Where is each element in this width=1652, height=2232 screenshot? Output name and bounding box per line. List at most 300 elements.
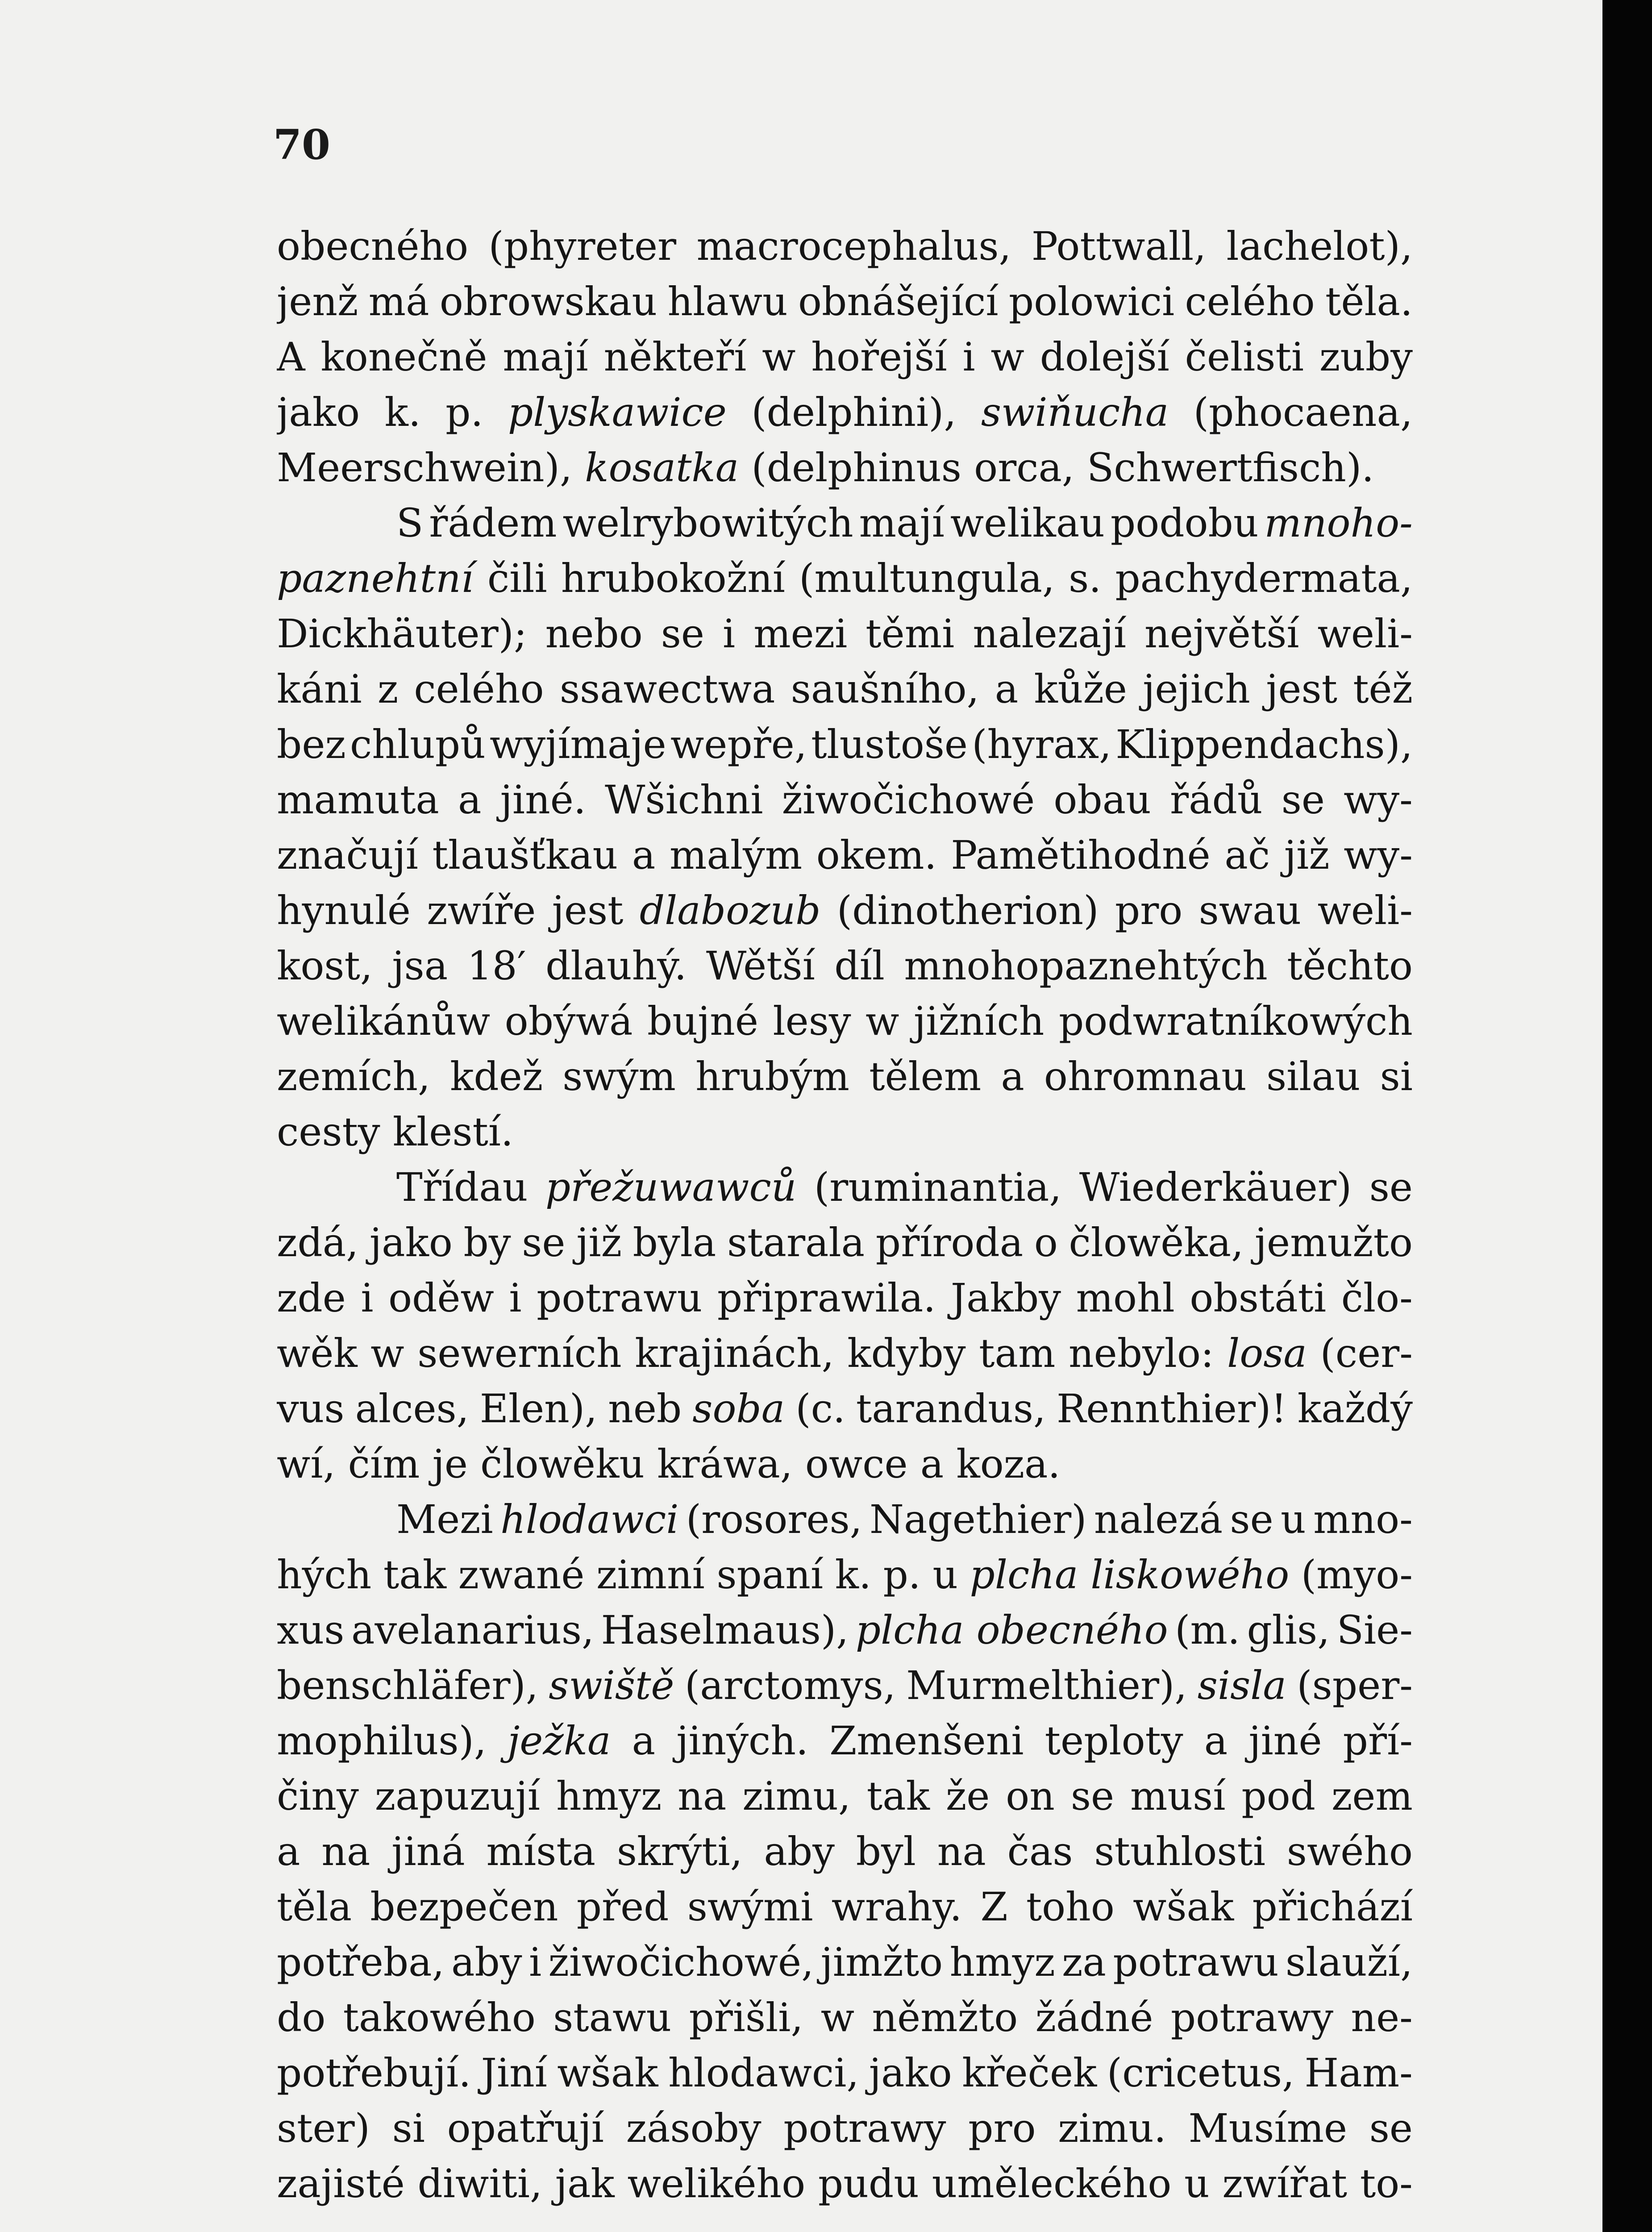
word: k.	[384, 389, 421, 435]
word: Murmelthier),	[906, 1662, 1187, 1708]
word: čím	[348, 1441, 420, 1487]
word: celého	[1185, 279, 1315, 325]
text-run: mophilus),	[277, 1718, 487, 1764]
text-line	[277, 1492, 1413, 1547]
word: k.	[835, 1552, 871, 1598]
text-line	[277, 496, 1413, 551]
word: tělem	[869, 1054, 982, 1099]
word: již	[1284, 832, 1330, 878]
word: Wiederkäuer)	[1079, 1164, 1352, 1210]
word: 18′	[467, 943, 526, 989]
word: u	[932, 1552, 958, 1598]
word: lesy	[773, 998, 851, 1044]
word: swau	[1198, 887, 1302, 933]
word: do	[277, 1995, 326, 2040]
word: zdá,	[277, 1220, 359, 1266]
word: wrahy.	[831, 1884, 962, 1930]
word: nalezá	[1094, 1496, 1223, 1542]
word: dolejší	[1040, 334, 1169, 380]
word: pudu	[818, 2161, 919, 2207]
word: Pamětihodné	[951, 832, 1211, 878]
word: zwíře	[427, 887, 536, 933]
word: ne-	[1351, 1995, 1413, 2040]
word: se	[661, 611, 705, 657]
word: toho	[1026, 1884, 1115, 1930]
word: obecného	[277, 223, 469, 269]
word: již	[576, 1220, 622, 1266]
word: každý	[1297, 1386, 1413, 1432]
word: pro	[1115, 887, 1183, 933]
text-line	[277, 662, 1413, 717]
word: káni	[277, 666, 362, 712]
word: jako	[869, 2050, 952, 2096]
word: u	[1184, 2161, 1210, 2207]
page-number: 70	[273, 121, 331, 169]
word: Haselmaus),	[601, 1607, 849, 1653]
word: wy-	[1344, 777, 1413, 823]
italic-term: soba	[692, 1386, 785, 1432]
word: mezi	[753, 611, 848, 657]
word: řádů	[1170, 777, 1263, 823]
word: Zmenšeni	[829, 1718, 1024, 1764]
word: oděw	[388, 1275, 494, 1321]
word: (dinotherion)	[836, 887, 1099, 933]
word: čelisti	[1185, 334, 1304, 380]
word: se	[1369, 1164, 1413, 1210]
word: (multungula,	[799, 555, 1055, 601]
word: swým	[562, 1054, 676, 1099]
word: mohl	[1076, 1275, 1175, 1321]
italic-term: losa	[1227, 1330, 1307, 1376]
word: též	[1353, 666, 1413, 712]
word: Nagethier)	[869, 1496, 1087, 1542]
word: že	[945, 1773, 990, 1819]
italic-term: sisla	[1197, 1662, 1286, 1708]
word: přichází	[1252, 1884, 1413, 1930]
italic-term: swiště	[549, 1662, 674, 1708]
word: zemích,	[277, 1054, 430, 1099]
word: za	[1062, 1939, 1106, 1985]
word: se	[1230, 1496, 1273, 1542]
word: stuhlosti	[1094, 1828, 1265, 1874]
word: wy-	[1344, 832, 1413, 878]
word: byl	[856, 1828, 916, 1874]
word: dlauhý.	[545, 943, 687, 989]
word: díl	[834, 943, 885, 989]
word: si	[1380, 1054, 1413, 1099]
word: jak	[555, 2161, 615, 2207]
word: (rosores,	[686, 1496, 862, 1542]
text-line	[277, 2045, 1413, 2101]
word: w	[820, 1995, 855, 2040]
word: na	[321, 1828, 370, 1874]
word: si	[392, 2105, 425, 2151]
word: jest	[552, 887, 624, 933]
word: bez	[277, 721, 346, 767]
word: Schwertfisch).	[1087, 445, 1374, 491]
word: činy	[277, 1773, 359, 1819]
word: žiwočichowé,	[548, 1939, 814, 1985]
word: skrýti,	[616, 1828, 743, 1874]
word: Pottwall,	[1031, 223, 1207, 269]
word: wí,	[277, 1441, 336, 1487]
word: hořejší	[811, 334, 947, 380]
word: Jakby	[950, 1275, 1061, 1321]
text-line	[277, 1879, 1413, 1935]
text-line	[277, 329, 1413, 385]
word: krajinách,	[635, 1330, 834, 1376]
word: koza.	[956, 1441, 1061, 1487]
word: malým	[669, 832, 803, 878]
word: wšak	[557, 2050, 658, 2096]
text-run: (myo-	[1301, 1552, 1413, 1598]
word: polowici	[1008, 279, 1175, 325]
word: na	[678, 1773, 727, 1819]
word: swého	[1286, 1828, 1413, 1874]
word: (delphinus	[751, 445, 961, 491]
word: jimžto	[820, 1939, 943, 1985]
text-line	[277, 1104, 1413, 1160]
word: w	[762, 334, 796, 380]
word: se	[1281, 777, 1325, 823]
word: kráwa,	[657, 1441, 793, 1487]
italic-term: plyskawice	[508, 389, 727, 435]
italic-term: mnoho-	[1264, 500, 1413, 546]
word: i	[361, 1275, 374, 1321]
word: wepře,	[670, 721, 807, 767]
word: lachelot),	[1226, 223, 1413, 269]
text-run: Mezi	[396, 1496, 493, 1542]
word: a	[277, 1828, 300, 1874]
word: A	[277, 334, 305, 380]
word: a	[632, 832, 656, 878]
word: hlodawci,	[668, 2050, 859, 2096]
text-line	[277, 551, 1413, 606]
word: hlawu	[667, 279, 788, 325]
word: potřeba,	[277, 1939, 445, 1985]
italic-term: dlabozub	[639, 887, 821, 933]
word: obrowskau	[439, 279, 657, 325]
word: zimu,	[742, 1773, 851, 1819]
word: aby	[451, 1939, 522, 1985]
word: welrybowitých	[562, 500, 853, 546]
word: nalezají	[973, 611, 1126, 657]
text-run: Třídau	[396, 1164, 528, 1210]
word: ač	[1224, 832, 1270, 878]
word: glis,	[1247, 1607, 1330, 1653]
text-line	[277, 1824, 1413, 1879]
word: i	[528, 1939, 542, 1985]
text-line	[277, 1326, 1413, 1381]
word: nebo	[545, 611, 643, 657]
word: před	[576, 1884, 669, 1930]
word: příroda	[875, 1220, 1024, 1266]
word: těla	[277, 1884, 352, 1930]
word: a	[920, 1441, 944, 1487]
text-line	[277, 1658, 1413, 1713]
text-line	[277, 385, 1413, 440]
word: i	[723, 611, 736, 657]
italic-term: hlodawci	[500, 1496, 679, 1542]
word: podwratníkowých	[1058, 998, 1413, 1044]
word: w	[370, 1330, 404, 1376]
word: (phyreter	[488, 223, 677, 269]
word: zapuzují	[375, 1773, 541, 1819]
word: tarandus,	[856, 1386, 1046, 1432]
word: hynulé	[277, 887, 411, 933]
word: chlupů	[350, 721, 486, 767]
word: zwířat	[1222, 2161, 1348, 2207]
text-line	[277, 1215, 1413, 1270]
word: řádem	[429, 500, 557, 546]
word: i	[509, 1275, 522, 1321]
word: slauží,	[1286, 1939, 1413, 1985]
text-line	[277, 883, 1413, 938]
word: zimní	[596, 1552, 705, 1598]
text-line	[277, 440, 1413, 496]
word: Elen),	[479, 1386, 598, 1432]
word: hrubým	[695, 1054, 849, 1099]
word: nebylo:	[1069, 1330, 1214, 1376]
text-line	[277, 1990, 1413, 2045]
word: zem	[1332, 1773, 1413, 1819]
text-line	[277, 772, 1413, 828]
word: potrawu	[537, 1275, 703, 1321]
word: tak	[866, 1773, 930, 1819]
word: jemužto	[1254, 1220, 1413, 1266]
word: ohromnau	[1044, 1054, 1247, 1099]
text-run: (cer-	[1320, 1330, 1413, 1376]
word: žádné	[1035, 1995, 1153, 2040]
word: tlaušťkau	[432, 832, 618, 878]
word: se	[1070, 1773, 1115, 1819]
word: jižních	[913, 998, 1044, 1044]
word: žiwočichowé	[782, 777, 1035, 823]
text-line	[277, 994, 1413, 1049]
italic-term: paznehtní	[277, 555, 474, 601]
word: klestí.	[392, 1109, 513, 1155]
text-line	[277, 1935, 1413, 1990]
word: mno-	[1313, 1496, 1413, 1542]
word: zwané	[458, 1552, 585, 1598]
text-line	[277, 1547, 1413, 1603]
word: konečně	[320, 334, 487, 380]
word: pachydermata,	[1115, 555, 1413, 601]
word: on	[1006, 1773, 1055, 1819]
word: teploty	[1044, 1718, 1183, 1764]
word: čas	[1007, 1828, 1073, 1874]
word: avelanarius,	[351, 1607, 595, 1653]
word: jsa	[392, 943, 448, 989]
word: se	[522, 1220, 566, 1266]
word: připrawila.	[717, 1275, 936, 1321]
word: saušního,	[791, 666, 979, 712]
word: kost,	[277, 943, 373, 989]
word: obnášející	[798, 279, 999, 325]
word: cesty	[277, 1109, 380, 1155]
text-line	[277, 2101, 1413, 2156]
word: těmi	[866, 611, 955, 657]
word: sewerních	[417, 1330, 622, 1376]
word: owce	[805, 1441, 908, 1487]
word: swými	[687, 1884, 813, 1930]
word: potrawy	[783, 2105, 946, 2151]
word: a	[1204, 1718, 1228, 1764]
word: welikého	[627, 2161, 806, 2207]
word: takowého	[343, 1995, 536, 2040]
word: aby	[764, 1828, 835, 1874]
word: bezpečen	[370, 1884, 558, 1930]
word: obau	[1053, 777, 1151, 823]
word: Sie-	[1336, 1607, 1413, 1653]
text-line	[277, 274, 1413, 329]
word: orca,	[974, 445, 1074, 491]
word: místa	[486, 1828, 596, 1874]
word: diwiti,	[417, 2161, 542, 2207]
word: starala	[727, 1220, 865, 1266]
word: byla	[633, 1220, 716, 1266]
word: jiných.	[676, 1718, 808, 1764]
text-line	[277, 1270, 1413, 1326]
word: tak	[383, 1552, 447, 1598]
word: a	[995, 666, 1019, 712]
word: celého	[414, 666, 544, 712]
italic-term: ježka	[508, 1718, 611, 1764]
word: pro	[968, 2105, 1036, 2151]
text-run: Meerschwein),	[277, 445, 572, 491]
text-line	[277, 1160, 1413, 1215]
word: jiná	[391, 1828, 465, 1874]
word: je	[432, 1441, 468, 1487]
word: bujné	[647, 998, 758, 1044]
word: uměleckého	[932, 2161, 1172, 2207]
word: Wětší	[706, 943, 815, 989]
word: člowěku	[480, 1441, 645, 1487]
word: pří-	[1343, 1718, 1413, 1764]
word: (ruminantia,	[814, 1164, 1062, 1210]
word: člo-	[1341, 1275, 1413, 1321]
text-line	[277, 1603, 1413, 1658]
word: Dickhäuter);	[277, 611, 527, 657]
word: mnohopaznehtých	[904, 943, 1268, 989]
word: na	[937, 1828, 986, 1874]
word: okem.	[816, 832, 937, 878]
word: welikánůw	[277, 998, 491, 1044]
text-run: (phocaena,	[1193, 389, 1413, 435]
word: tam	[979, 1330, 1056, 1376]
word: kdyby	[847, 1330, 966, 1376]
word: hrubokožní	[561, 555, 785, 601]
word: Klippendachs),	[1115, 721, 1413, 767]
word: welikau	[950, 500, 1105, 546]
word: neb	[608, 1386, 682, 1432]
word: potřebují.	[277, 2050, 471, 2096]
word: to-	[1360, 2161, 1413, 2207]
word: ssawectwa	[559, 666, 775, 712]
word: macrocephalus,	[696, 223, 1011, 269]
word: o	[1034, 1220, 1058, 1266]
word: a	[632, 1718, 656, 1764]
word: zajisté	[277, 2161, 405, 2207]
word: těchto	[1287, 943, 1413, 989]
italic-term: swiňucha	[981, 389, 1169, 435]
word: čili	[487, 555, 547, 601]
word: mají	[503, 334, 588, 380]
word: Jiní	[481, 2050, 547, 2096]
word: mají	[859, 500, 945, 546]
word: jako	[369, 1220, 453, 1266]
word: podobu	[1110, 500, 1259, 546]
word: z	[377, 666, 399, 712]
word: Wšichni	[604, 777, 763, 823]
word: se	[1369, 2105, 1413, 2151]
word: zimu.	[1058, 2105, 1166, 2151]
body-text	[277, 219, 1413, 2211]
word: spaní	[716, 1552, 824, 1598]
word: wšak	[1133, 1884, 1234, 1930]
word: hmyz	[949, 1939, 1055, 1985]
word: w	[866, 998, 899, 1044]
word: i	[962, 334, 975, 380]
word: jako	[277, 389, 360, 435]
word: stawu	[553, 1995, 672, 2040]
word: u	[1281, 1496, 1306, 1542]
word: mamuta	[277, 777, 439, 823]
word: (cricetus,	[1107, 2050, 1295, 2096]
word: hmyz	[556, 1773, 662, 1819]
word: by	[463, 1220, 511, 1266]
word: a	[1001, 1054, 1024, 1099]
word: má	[368, 279, 429, 325]
italic-term: plcha obecného	[855, 1607, 1168, 1653]
word: w	[990, 334, 1024, 380]
text-line	[277, 1381, 1413, 1437]
word: weli-	[1317, 611, 1413, 657]
text-line	[277, 219, 1413, 274]
text-line	[277, 1769, 1413, 1824]
word: musí	[1130, 1773, 1226, 1819]
text-line	[277, 938, 1413, 994]
word: zásoby	[626, 2105, 762, 2151]
word: p.	[883, 1552, 921, 1598]
word: vus	[277, 1386, 345, 1432]
word: největší	[1144, 611, 1299, 657]
word: potrawy	[1170, 1995, 1334, 2040]
word: potrawu	[1113, 1939, 1279, 1985]
word: (hyrax,	[972, 721, 1112, 767]
word: wyjímaje	[490, 721, 666, 767]
word: pod	[1241, 1773, 1316, 1819]
word: němžto	[872, 1995, 1018, 2040]
word: wěk	[277, 1330, 358, 1376]
word: člowěka,	[1069, 1220, 1244, 1266]
text-line	[277, 717, 1413, 772]
word: jiné.	[500, 777, 586, 823]
word: Rennthier)!	[1057, 1386, 1287, 1432]
word: p.	[445, 389, 483, 435]
word: s.	[1069, 555, 1102, 601]
word: silau	[1266, 1054, 1361, 1099]
text-line	[277, 828, 1413, 883]
word: obýwá	[504, 998, 633, 1044]
text-line	[277, 1437, 1413, 1492]
word: kůže	[1034, 666, 1127, 712]
text-run: (sper-	[1297, 1662, 1413, 1708]
text-run: benschläfer),	[277, 1662, 538, 1708]
word: Ham-	[1304, 2050, 1413, 2096]
word: alces,	[355, 1386, 469, 1432]
word: jenž	[277, 279, 358, 325]
